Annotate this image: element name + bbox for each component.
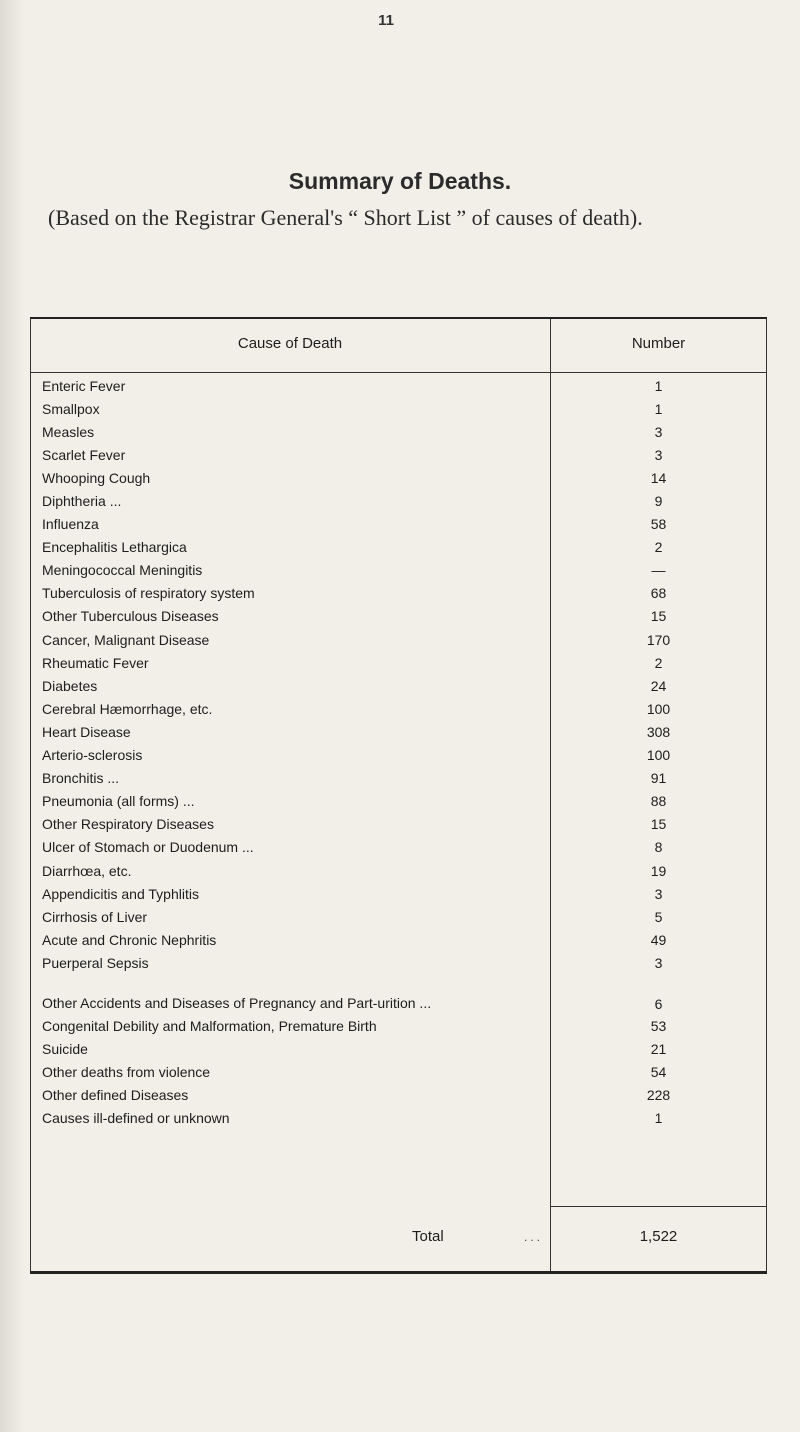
column-header-number: Number bbox=[631, 335, 686, 352]
cause-cell: Tuberculosis of respiratory system bbox=[42, 585, 255, 602]
number-cell: 15 bbox=[650, 816, 667, 833]
cause-cell: Influenza bbox=[42, 516, 99, 533]
number-cell: 9 bbox=[654, 493, 663, 510]
number-cell: 88 bbox=[650, 793, 667, 810]
table-row bbox=[30, 1061, 767, 1084]
cause-cell: Other Tuberculous Diseases bbox=[42, 608, 219, 625]
number-cell: 3 bbox=[654, 423, 663, 440]
table-row bbox=[30, 443, 767, 466]
number-cell: 1 bbox=[654, 1110, 663, 1127]
cause-cell: Diphtheria ... bbox=[42, 493, 122, 510]
total-label: Total bbox=[412, 1228, 444, 1245]
cause-cell: Puerperal Sepsis bbox=[42, 954, 149, 971]
number-cell: 68 bbox=[650, 585, 667, 602]
cause-cell: Causes ill-defined or unknown bbox=[42, 1110, 230, 1127]
cause-cell: Cirrhosis of Liver bbox=[42, 908, 148, 925]
cause-cell: Encephalitis Lethargica bbox=[42, 539, 187, 556]
cause-cell: Diarrhœa, etc. bbox=[42, 862, 132, 879]
table-row bbox=[30, 813, 767, 836]
table-bottom-rule bbox=[30, 1271, 767, 1274]
number-cell: 2 bbox=[654, 654, 663, 671]
table-row bbox=[30, 928, 767, 951]
page-margin-shadow bbox=[0, 0, 24, 1432]
table-row bbox=[30, 1107, 767, 1130]
total-value: 1,522 bbox=[639, 1228, 678, 1245]
table-row bbox=[30, 1038, 767, 1061]
cause-cell: Heart Disease bbox=[42, 723, 131, 740]
cause-cell: Measles bbox=[42, 423, 95, 440]
number-cell: 100 bbox=[646, 747, 671, 764]
table-row bbox=[30, 536, 767, 559]
number-cell: 228 bbox=[646, 1087, 671, 1104]
deaths-summary-table bbox=[30, 317, 767, 1273]
number-cell: 53 bbox=[650, 1017, 667, 1034]
cause-cell: Congenital Debility and Malformation, Premature Birth bbox=[42, 1017, 377, 1034]
table-row bbox=[30, 744, 767, 767]
number-cell: 5 bbox=[654, 908, 663, 925]
number-cell: 2 bbox=[654, 539, 663, 556]
page-number: 11 bbox=[378, 12, 394, 29]
table-body bbox=[30, 374, 767, 1130]
table-row bbox=[30, 836, 767, 859]
cause-cell: Scarlet Fever bbox=[42, 446, 126, 463]
cause-cell: Suicide bbox=[42, 1041, 88, 1058]
number-cell: 308 bbox=[646, 723, 671, 740]
table-row bbox=[30, 651, 767, 674]
table-row bbox=[30, 859, 767, 882]
cause-cell: Other defined Diseases bbox=[42, 1087, 189, 1104]
page-title: Summary of Deaths. bbox=[288, 168, 512, 194]
table-row bbox=[30, 974, 767, 1014]
column-header-cause: Cause of Death bbox=[237, 335, 343, 352]
table-row bbox=[30, 628, 767, 651]
table-row bbox=[30, 605, 767, 628]
table-row bbox=[30, 1084, 767, 1107]
total-rule bbox=[550, 1206, 767, 1207]
cause-cell: Ulcer of Stomach or Duodenum ... bbox=[42, 839, 254, 856]
total-leader-dots: ... bbox=[524, 1230, 544, 1244]
number-cell: 15 bbox=[650, 608, 667, 625]
header-rule bbox=[30, 372, 767, 373]
table-row bbox=[30, 767, 767, 790]
cause-cell: Cerebral Hæmorrhage, etc. bbox=[42, 700, 213, 717]
table-top-rule bbox=[30, 317, 767, 319]
table-row bbox=[30, 720, 767, 743]
cause-cell: Smallpox bbox=[42, 400, 100, 417]
number-cell: 3 bbox=[654, 446, 663, 463]
table-row bbox=[30, 420, 767, 443]
table-row bbox=[30, 790, 767, 813]
cause-cell: Cancer, Malignant Disease bbox=[42, 631, 210, 648]
number-cell: 3 bbox=[654, 885, 663, 902]
cause-cell: Enteric Fever bbox=[42, 377, 126, 394]
number-cell: 3 bbox=[654, 954, 663, 971]
cause-cell: Acute and Chronic Nephritis bbox=[42, 931, 217, 948]
cause-cell: Arterio-sclerosis bbox=[42, 747, 143, 764]
number-cell: 1 bbox=[654, 400, 663, 417]
table-row bbox=[30, 1014, 767, 1037]
table-row bbox=[30, 951, 767, 974]
cause-cell: Other Respiratory Diseases bbox=[42, 816, 214, 833]
number-cell: 58 bbox=[650, 516, 667, 533]
number-cell: 21 bbox=[650, 1041, 667, 1058]
table-row bbox=[30, 489, 767, 512]
cause-cell: Other deaths from violence bbox=[42, 1064, 211, 1081]
cause-cell: Other Accidents and Diseases of Pregnancy and Part-urition ... bbox=[42, 995, 432, 1012]
table-row bbox=[30, 466, 767, 489]
table-row bbox=[30, 905, 767, 928]
table-row bbox=[30, 882, 767, 905]
number-cell: 24 bbox=[650, 677, 667, 694]
number-cell: 49 bbox=[650, 931, 667, 948]
page-subtitle: (Based on the Registrar General's “ Short List ” of causes of death). bbox=[48, 205, 643, 230]
table-row bbox=[30, 374, 767, 397]
number-cell: 1 bbox=[654, 377, 663, 394]
number-cell: 6 bbox=[654, 996, 663, 1013]
number-cell: 19 bbox=[650, 862, 667, 879]
number-cell: — bbox=[651, 562, 666, 579]
table-row bbox=[30, 397, 767, 420]
cause-cell: Whooping Cough bbox=[42, 469, 151, 486]
cause-cell: Rheumatic Fever bbox=[42, 654, 149, 671]
number-cell: 91 bbox=[650, 770, 667, 787]
table-row bbox=[30, 697, 767, 720]
cause-cell: Pneumonia (all forms) ... bbox=[42, 793, 195, 810]
cause-cell: Meningococcal Meningitis bbox=[42, 562, 203, 579]
table-row bbox=[30, 582, 767, 605]
table-row bbox=[30, 674, 767, 697]
cause-cell: Diabetes bbox=[42, 677, 98, 694]
number-cell: 100 bbox=[646, 700, 671, 717]
number-cell: 14 bbox=[650, 469, 667, 486]
number-cell: 54 bbox=[650, 1064, 667, 1081]
table-row bbox=[30, 513, 767, 536]
cause-cell: Bronchitis ... bbox=[42, 770, 120, 787]
table-row bbox=[30, 559, 767, 582]
number-cell: 170 bbox=[646, 631, 671, 648]
number-cell: 8 bbox=[654, 839, 663, 856]
cause-cell: Appendicitis and Typhlitis bbox=[42, 885, 199, 902]
